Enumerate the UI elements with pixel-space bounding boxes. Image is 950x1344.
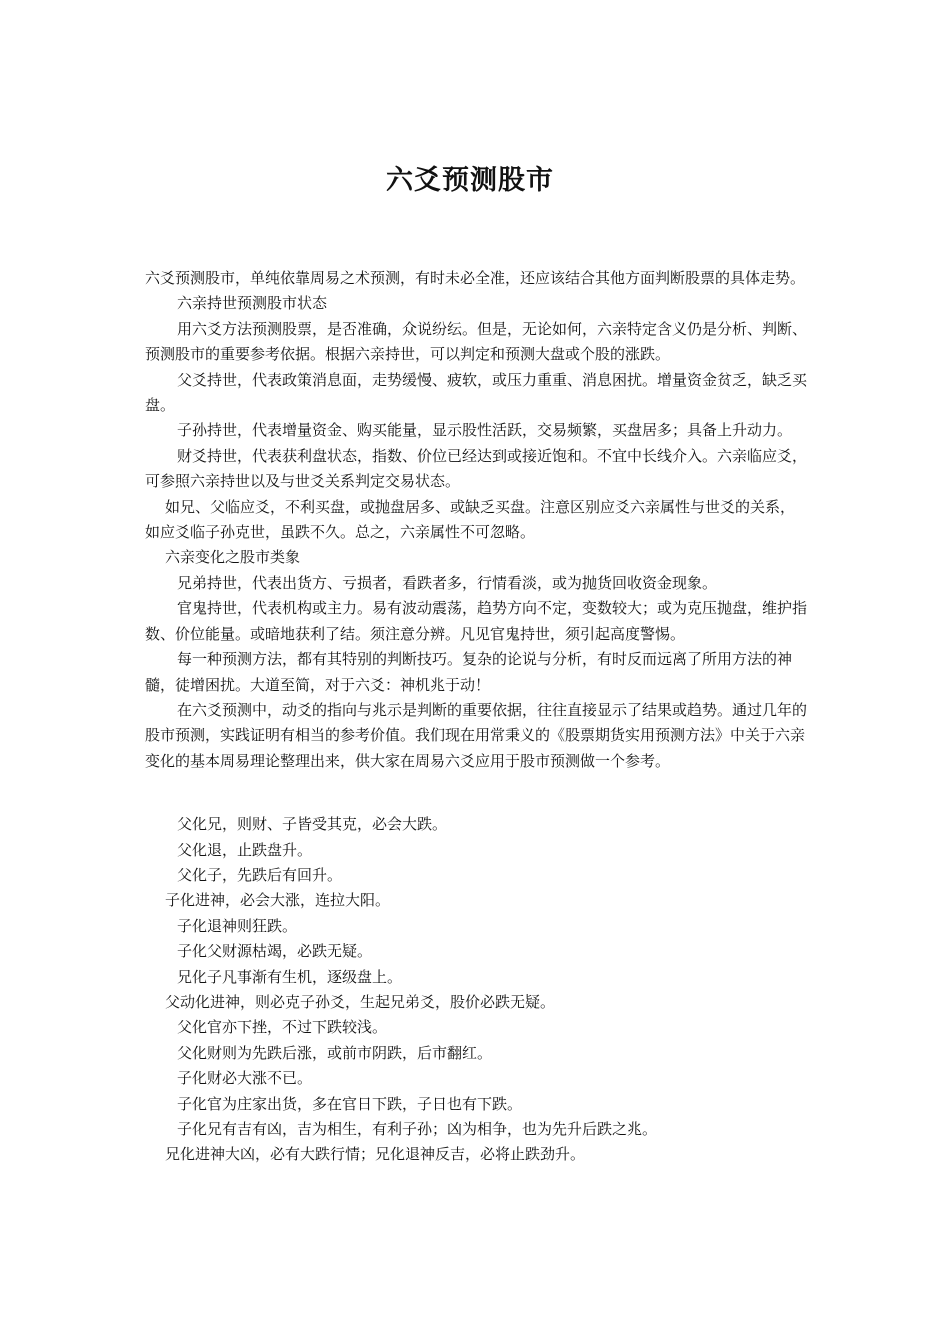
rule-line: 兄化进神大凶，必有大跌行情；兄化退神反吉，必将止跌劲升。 <box>165 1145 586 1164</box>
rule-line: 子化退神则狂跌。 <box>177 916 298 935</box>
paragraph-section <box>145 266 809 774</box>
paragraph: 子孙持世，代表增量资金、购买能量，显示股性活跃，交易频繁，买盘居多；具备上升动力。 <box>177 421 793 440</box>
page-title: 六爻预测股市 <box>386 165 554 196</box>
paragraph: 兄弟持世，代表出货方、亏损者，看跌者多，行情看淡，或为抛货回收资金现象。 <box>177 573 718 592</box>
rule-line: 子化进神，必会大涨，连拉大阳。 <box>165 891 391 910</box>
rule-line: 父动化进神，则必克子孙爻，生起兄弟爻，股价必跌无疑。 <box>165 992 556 1011</box>
paragraph: 如兄、父临应爻，不利买盘，或抛盘居多、或缺乏买盘。注意区别应爻六亲属性与世爻的关系，如应爻临子孙克世，虽跌不久。总之，六亲属性不可忽略。 <box>145 497 796 542</box>
rule-line: 子化兄有吉有凶，吉为相生，有利子孙；凶为相争，也为先升后跌之兆。 <box>177 1120 658 1138</box>
paragraph: 六亲变化之股市类象 <box>165 548 301 567</box>
rules-section <box>145 812 809 1168</box>
rule-line: 子化官为庄家出货，多在官日下跌，子日也有下跌。 <box>177 1094 523 1113</box>
rule-line: 父化财则为先跌后涨，或前市阴跌，后市翻红。 <box>177 1043 493 1062</box>
rule-line: 父化子，先跌后有回升。 <box>177 865 343 884</box>
paragraph: 财爻持世，代表获利盘状态，指数、价位已经达到或接近饱和。不宜中长线介入。六亲临应爻，可参照六亲持世以及与世爻关系判定交易状态。 <box>145 446 808 491</box>
rule-line: 父化退，止跌盘升。 <box>177 840 313 859</box>
paragraph: 在六爻预测中，动爻的指向与兆示是判断的重要依据，往往直接显示了结果或趋势。通过几年的股市预测，实践证明有相当的参考价值。我们现在用常秉义的《股票期货实用预测方法》中关于六亲变化的基本周易理论整理出来，供大家在周易六爻应用于股市预测做一个参考。 <box>145 700 808 770</box>
paragraph: 六亲持世预测股市状态 <box>177 294 328 313</box>
rule-line: 子化财必大涨不已。 <box>177 1069 313 1088</box>
section-gap <box>145 774 809 812</box>
rule-line: 父化兄，则财、子皆受其克，必会大跌。 <box>177 815 448 834</box>
rule-line: 父化官亦下挫，不过下跌较浅。 <box>177 1018 388 1037</box>
rule-line: 子化父财源枯竭，必跌无疑。 <box>177 942 373 961</box>
paragraph: 用六爻方法预测股票，是否准确，众说纷纭。但是，无论如何，六亲特定含义仍是分析、判断、预测股市的重要参考依据。根据六亲持世，可以判定和预测大盘或个股的涨跌。 <box>145 319 808 364</box>
rule-line: 兄化子凡事渐有生机，逐级盘上。 <box>177 967 403 986</box>
paragraph: 六爻预测股市，单纯依靠周易之术预测，有时未必全准，还应该结合其他方面判断股票的具体走势。 <box>145 269 806 287</box>
paragraph: 官鬼持世，代表机构或主力。易有波动震荡，趋势方向不定，变数较大；或为克压抛盘，维护指数、价位能量。或暗地获利了结。须注意分辨。凡见官鬼持世，须引起高度警惕。 <box>145 599 808 643</box>
document-body <box>145 266 809 1168</box>
paragraph: 父爻持世，代表政策消息面，走势缓慢、疲软，或压力重重、消息困扰。增量资金贫乏，缺乏买盘。 <box>145 370 808 415</box>
paragraph: 每一种预测方法，都有其特别的判断技巧。复杂的论说与分析，有时反而远离了所用方法的神髓，徒增困扰。大道至简，对于六爻：神机兆于动！ <box>145 650 793 694</box>
